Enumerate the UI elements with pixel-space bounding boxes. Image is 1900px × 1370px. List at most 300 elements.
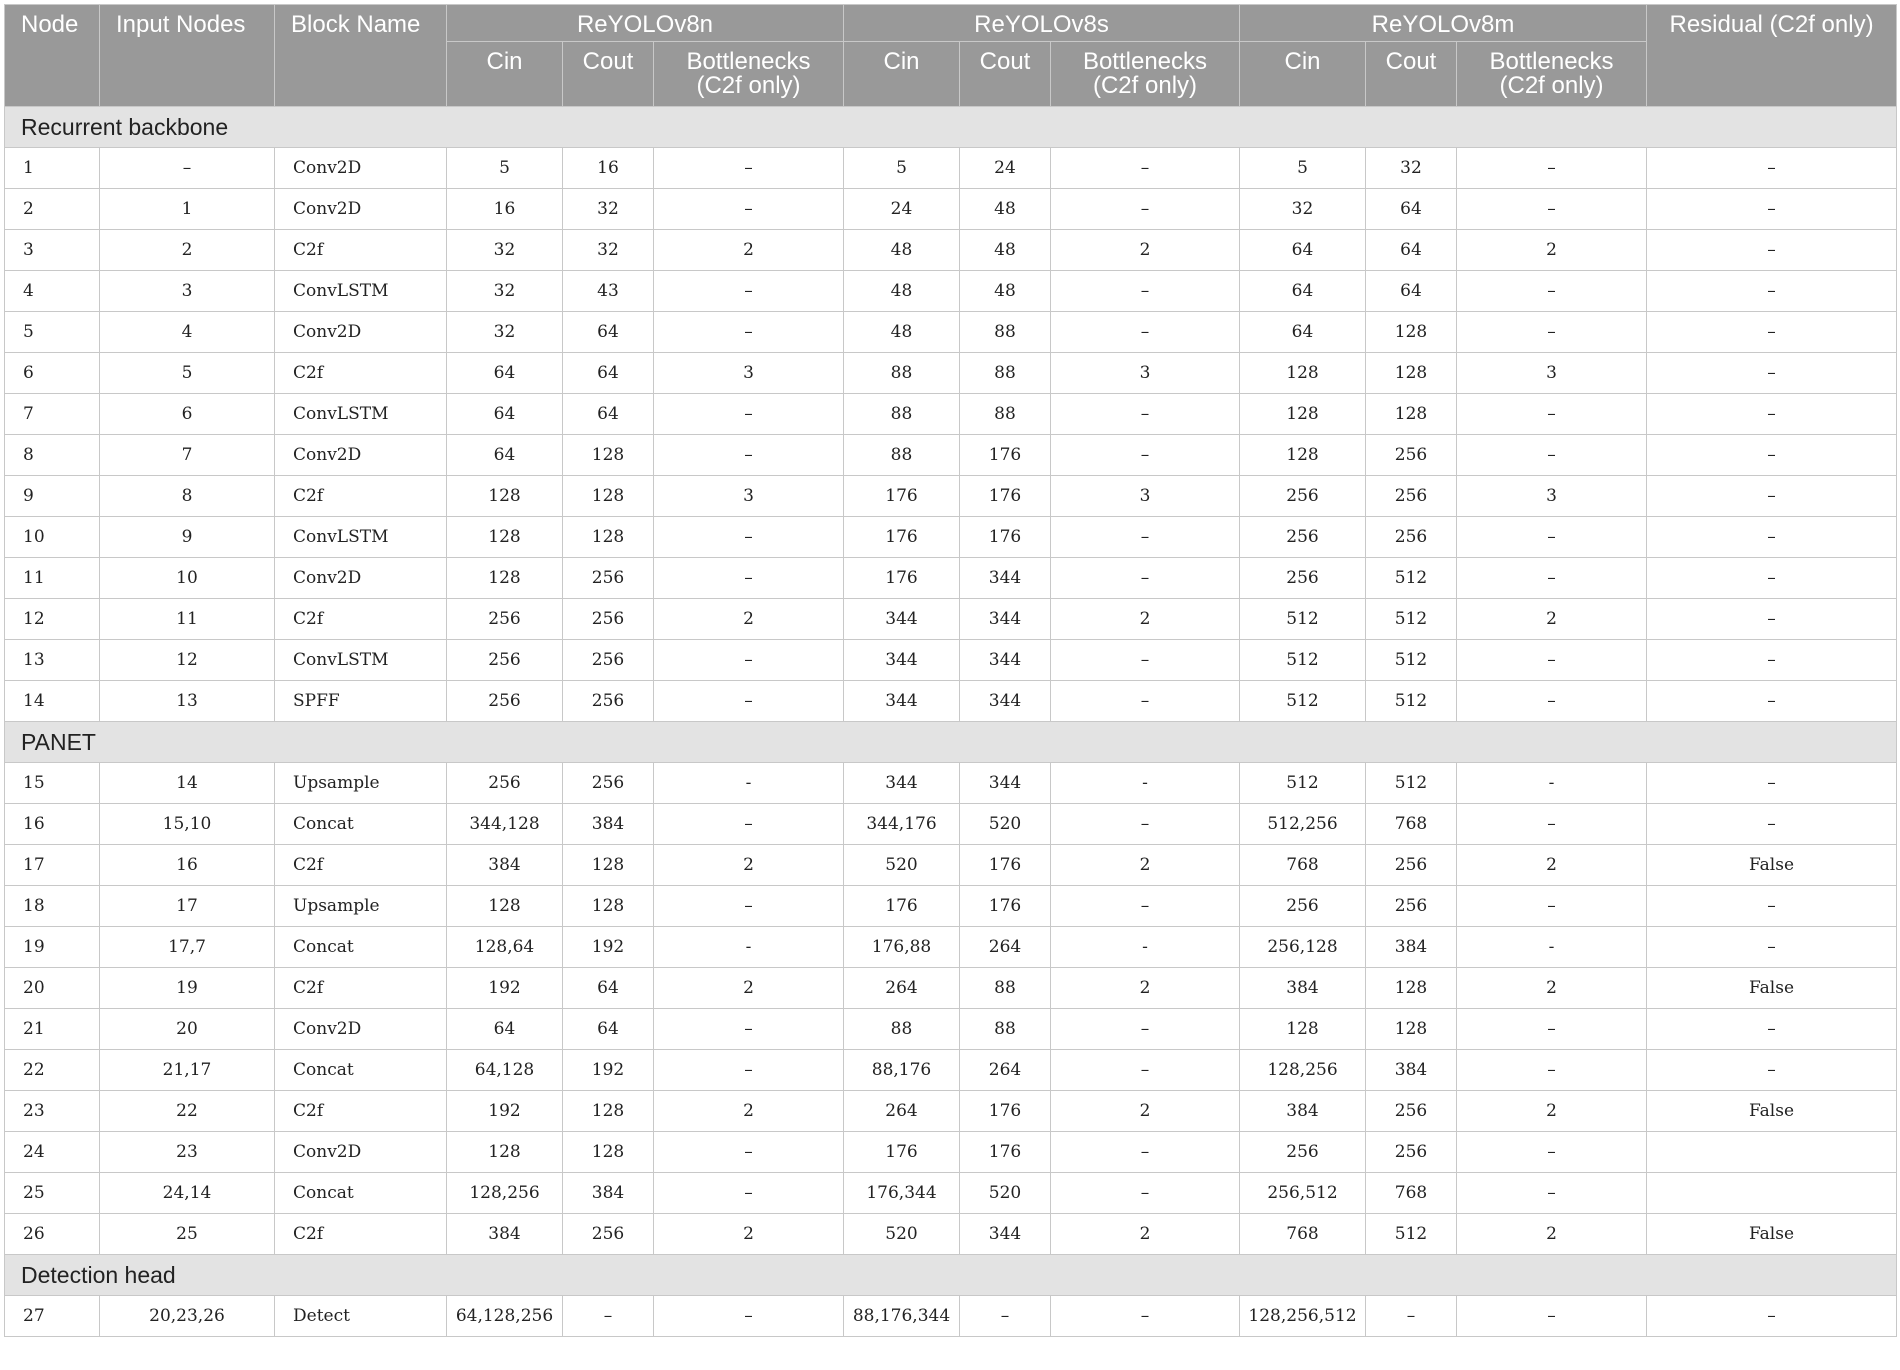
cell-s-cin: 24 <box>844 189 960 230</box>
cell-input-nodes: 8 <box>100 476 275 517</box>
cell-block-name: Conv2D <box>275 148 447 189</box>
table-row <box>5 353 1897 394</box>
cell-s-bottlenecks: 2 <box>1051 1091 1240 1132</box>
cell-m-cin: 32 <box>1240 189 1366 230</box>
cell-m-cout: 256 <box>1366 476 1457 517</box>
table-row <box>5 558 1897 599</box>
cell-residual: False <box>1647 968 1897 1009</box>
cell-block-name: Conv2D <box>275 312 447 353</box>
table-row <box>5 763 1897 804</box>
cell-residual: – <box>1647 394 1897 435</box>
cell-n-bottlenecks: – <box>654 394 844 435</box>
cell-n-cin: 192 <box>447 968 563 1009</box>
cell-s-cout: 176 <box>960 435 1051 476</box>
table-row <box>5 312 1897 353</box>
header-cout: Cout <box>563 42 654 107</box>
cell-s-cin: 88,176,344 <box>844 1296 960 1337</box>
cell-node: 9 <box>5 476 100 517</box>
cell-block-name: C2f <box>275 353 447 394</box>
header-bottlenecks-line1: Bottlenecks <box>1082 48 1208 75</box>
cell-block-name: ConvLSTM <box>275 517 447 558</box>
cell-m-cin: 512 <box>1240 599 1366 640</box>
cell-m-cin: 256 <box>1240 476 1366 517</box>
cell-n-cin: 192 <box>447 1091 563 1132</box>
cell-s-cout: 344 <box>960 763 1051 804</box>
cell-s-cin: 176 <box>844 476 960 517</box>
cell-m-cout: 512 <box>1366 640 1457 681</box>
cell-n-bottlenecks: – <box>654 148 844 189</box>
table-row <box>5 681 1897 722</box>
cell-s-cout: 176 <box>960 476 1051 517</box>
header-bottlenecks <box>1051 42 1240 107</box>
cell-s-cin: 88,176 <box>844 1050 960 1091</box>
cell-m-bottlenecks: – <box>1457 394 1647 435</box>
cell-n-bottlenecks: 3 <box>654 353 844 394</box>
cell-block-name: C2f <box>275 968 447 1009</box>
table-row <box>5 271 1897 312</box>
cell-s-bottlenecks: - <box>1051 763 1240 804</box>
cell-s-cin: 176 <box>844 1132 960 1173</box>
cell-n-cin: 64 <box>447 1009 563 1050</box>
cell-n-cout: 256 <box>563 1214 654 1255</box>
cell-n-bottlenecks: – <box>654 886 844 927</box>
cell-n-bottlenecks: – <box>654 435 844 476</box>
cell-input-nodes: 13 <box>100 681 275 722</box>
cell-input-nodes: 3 <box>100 271 275 312</box>
cell-residual: False <box>1647 845 1897 886</box>
cell-node: 3 <box>5 230 100 271</box>
cell-m-cin: 128,256,512 <box>1240 1296 1366 1337</box>
table-header <box>5 5 1897 107</box>
cell-n-cin: 344,128 <box>447 804 563 845</box>
cell-m-cout: 256 <box>1366 845 1457 886</box>
cell-m-bottlenecks: – <box>1457 1132 1647 1173</box>
cell-residual: – <box>1647 517 1897 558</box>
cell-node: 4 <box>5 271 100 312</box>
cell-m-cout: 768 <box>1366 804 1457 845</box>
cell-m-cout: 256 <box>1366 435 1457 476</box>
cell-node: 20 <box>5 968 100 1009</box>
cell-residual: – <box>1647 927 1897 968</box>
header-bottlenecks-line1: Bottlenecks <box>686 48 811 75</box>
cell-input-nodes: 16 <box>100 845 275 886</box>
cell-m-cin: 768 <box>1240 1214 1366 1255</box>
cell-input-nodes: 22 <box>100 1091 275 1132</box>
cell-n-cout: 256 <box>563 640 654 681</box>
table-row <box>5 599 1897 640</box>
cell-n-cin: 128 <box>447 886 563 927</box>
cell-residual: – <box>1647 189 1897 230</box>
cell-n-cout: 32 <box>563 189 654 230</box>
cell-input-nodes: – <box>100 148 275 189</box>
header-cin: Cin <box>844 42 960 107</box>
cell-block-name: Concat <box>275 1050 447 1091</box>
cell-node: 25 <box>5 1173 100 1214</box>
cell-s-cin: 48 <box>844 312 960 353</box>
section-row <box>5 722 1897 763</box>
cell-m-bottlenecks: – <box>1457 435 1647 476</box>
cell-node: 17 <box>5 845 100 886</box>
cell-s-cout: 520 <box>960 1173 1051 1214</box>
cell-s-cout: 264 <box>960 927 1051 968</box>
cell-n-bottlenecks: – <box>654 1296 844 1337</box>
cell-n-cout: 128 <box>563 435 654 476</box>
cell-input-nodes: 11 <box>100 599 275 640</box>
cell-s-bottlenecks: 2 <box>1051 845 1240 886</box>
cell-s-cin: 176 <box>844 517 960 558</box>
cell-n-cin: 128 <box>447 1132 563 1173</box>
cell-m-bottlenecks: 2 <box>1457 1214 1647 1255</box>
cell-s-cout: 344 <box>960 681 1051 722</box>
table-row <box>5 1009 1897 1050</box>
cell-s-cin: 176,344 <box>844 1173 960 1214</box>
section-title: Recurrent backbone <box>5 107 1897 148</box>
cell-n-bottlenecks: – <box>654 271 844 312</box>
cell-n-cout: 32 <box>563 230 654 271</box>
cell-m-cout: 256 <box>1366 1132 1457 1173</box>
cell-n-bottlenecks: 2 <box>654 599 844 640</box>
cell-n-cin: 16 <box>447 189 563 230</box>
cell-node: 27 <box>5 1296 100 1337</box>
cell-s-bottlenecks: – <box>1051 271 1240 312</box>
cell-residual: – <box>1647 1009 1897 1050</box>
cell-s-cin: 264 <box>844 968 960 1009</box>
cell-residual: – <box>1647 558 1897 599</box>
cell-residual: – <box>1647 312 1897 353</box>
cell-block-name: Conv2D <box>275 1009 447 1050</box>
cell-block-name: C2f <box>275 476 447 517</box>
cell-s-cin: 344 <box>844 640 960 681</box>
cell-input-nodes: 17,7 <box>100 927 275 968</box>
cell-n-cin: 64 <box>447 394 563 435</box>
cell-s-bottlenecks: – <box>1051 558 1240 599</box>
cell-s-cout: 520 <box>960 804 1051 845</box>
cell-n-cout: 128 <box>563 476 654 517</box>
table-row <box>5 148 1897 189</box>
section-title: PANET <box>5 722 1897 763</box>
cell-m-bottlenecks: 2 <box>1457 599 1647 640</box>
cell-s-bottlenecks: – <box>1051 312 1240 353</box>
table-row <box>5 640 1897 681</box>
cell-n-bottlenecks: 2 <box>654 230 844 271</box>
header-residual: Residual (C2f only) <box>1647 5 1897 107</box>
header-model-n: ReYOLOv8n <box>447 5 844 42</box>
cell-s-bottlenecks: – <box>1051 517 1240 558</box>
cell-m-cin: 256,128 <box>1240 927 1366 968</box>
cell-n-cout: – <box>563 1296 654 1337</box>
cell-m-cout: 128 <box>1366 353 1457 394</box>
cell-n-bottlenecks: 2 <box>654 1214 844 1255</box>
cell-n-bottlenecks: - <box>654 763 844 804</box>
cell-s-cout: 48 <box>960 189 1051 230</box>
cell-residual <box>1647 1132 1897 1173</box>
cell-n-bottlenecks: – <box>654 558 844 599</box>
cell-m-cin: 256 <box>1240 886 1366 927</box>
cell-n-cin: 64,128 <box>447 1050 563 1091</box>
cell-node: 8 <box>5 435 100 476</box>
cell-n-bottlenecks: – <box>654 681 844 722</box>
cell-m-cout: 384 <box>1366 1050 1457 1091</box>
cell-m-cout: 384 <box>1366 927 1457 968</box>
cell-s-cout: 344 <box>960 558 1051 599</box>
cell-m-cin: 768 <box>1240 845 1366 886</box>
cell-m-bottlenecks: – <box>1457 804 1647 845</box>
table-row <box>5 927 1897 968</box>
cell-m-bottlenecks: - <box>1457 763 1647 804</box>
cell-input-nodes: 2 <box>100 230 275 271</box>
cell-m-cin: 512,256 <box>1240 804 1366 845</box>
cell-n-cout: 64 <box>563 353 654 394</box>
cell-block-name: Concat <box>275 804 447 845</box>
cell-s-cout: 176 <box>960 1132 1051 1173</box>
cell-m-bottlenecks: – <box>1457 1050 1647 1091</box>
cell-node: 26 <box>5 1214 100 1255</box>
header-bottlenecks <box>654 42 844 107</box>
cell-n-bottlenecks: – <box>654 804 844 845</box>
header-node: Node <box>5 5 100 107</box>
cell-input-nodes: 20,23,26 <box>100 1296 275 1337</box>
cell-s-cout: 48 <box>960 271 1051 312</box>
cell-m-cout: 256 <box>1366 1091 1457 1132</box>
cell-s-bottlenecks: – <box>1051 1009 1240 1050</box>
cell-n-cin: 384 <box>447 1214 563 1255</box>
cell-n-cin: 5 <box>447 148 563 189</box>
table-row <box>5 1214 1897 1255</box>
cell-block-name: SPFF <box>275 681 447 722</box>
cell-s-bottlenecks: – <box>1051 189 1240 230</box>
cell-block-name: Conv2D <box>275 558 447 599</box>
header-bottlenecks-line2: (C2f only) <box>696 72 801 99</box>
cell-block-name: Concat <box>275 927 447 968</box>
cell-s-bottlenecks: – <box>1051 804 1240 845</box>
header-cout: Cout <box>1366 42 1457 107</box>
cell-s-bottlenecks: – <box>1051 1173 1240 1214</box>
cell-n-cout: 64 <box>563 394 654 435</box>
cell-residual: – <box>1647 230 1897 271</box>
cell-input-nodes: 5 <box>100 353 275 394</box>
cell-s-cout: 88 <box>960 968 1051 1009</box>
cell-n-cout: 64 <box>563 1009 654 1050</box>
cell-residual: – <box>1647 804 1897 845</box>
cell-m-cin: 256,512 <box>1240 1173 1366 1214</box>
cell-s-bottlenecks: – <box>1051 1132 1240 1173</box>
cell-s-cin: 88 <box>844 353 960 394</box>
cell-m-cout: – <box>1366 1296 1457 1337</box>
cell-s-cin: 5 <box>844 148 960 189</box>
cell-m-cout: 64 <box>1366 230 1457 271</box>
cell-s-cin: 88 <box>844 435 960 476</box>
cell-m-cout: 512 <box>1366 763 1457 804</box>
cell-m-bottlenecks: – <box>1457 886 1647 927</box>
cell-block-name: Conv2D <box>275 1132 447 1173</box>
cell-m-cin: 64 <box>1240 230 1366 271</box>
cell-m-cout: 256 <box>1366 886 1457 927</box>
cell-m-bottlenecks: – <box>1457 1009 1647 1050</box>
cell-residual <box>1647 1173 1897 1214</box>
table-row <box>5 804 1897 845</box>
cell-m-cout: 256 <box>1366 517 1457 558</box>
cell-m-cin: 256 <box>1240 517 1366 558</box>
cell-input-nodes: 23 <box>100 1132 275 1173</box>
cell-s-bottlenecks: – <box>1051 1050 1240 1091</box>
cell-input-nodes: 21,17 <box>100 1050 275 1091</box>
cell-s-cout: 344 <box>960 1214 1051 1255</box>
cell-m-cin: 256 <box>1240 1132 1366 1173</box>
header-model-s: ReYOLOv8s <box>844 5 1240 42</box>
cell-n-bottlenecks: 2 <box>654 968 844 1009</box>
cell-block-name: Conv2D <box>275 435 447 476</box>
cell-n-cin: 128 <box>447 476 563 517</box>
cell-node: 23 <box>5 1091 100 1132</box>
table-row <box>5 230 1897 271</box>
cell-s-cout: 176 <box>960 845 1051 886</box>
cell-input-nodes: 24,14 <box>100 1173 275 1214</box>
cell-s-bottlenecks: – <box>1051 148 1240 189</box>
cell-m-cin: 128 <box>1240 394 1366 435</box>
cell-s-bottlenecks: – <box>1051 681 1240 722</box>
cell-block-name: C2f <box>275 230 447 271</box>
cell-n-bottlenecks: – <box>654 189 844 230</box>
cell-n-cout: 64 <box>563 312 654 353</box>
cell-s-bottlenecks: 3 <box>1051 353 1240 394</box>
header-model-m: ReYOLOv8m <box>1240 5 1647 42</box>
cell-m-bottlenecks: 2 <box>1457 1091 1647 1132</box>
cell-node: 15 <box>5 763 100 804</box>
cell-node: 14 <box>5 681 100 722</box>
cell-s-cin: 264 <box>844 1091 960 1132</box>
cell-block-name: ConvLSTM <box>275 640 447 681</box>
cell-s-cin: 344 <box>844 763 960 804</box>
cell-s-bottlenecks: 2 <box>1051 1214 1240 1255</box>
header-cin: Cin <box>447 42 563 107</box>
cell-s-bottlenecks: 2 <box>1051 230 1240 271</box>
cell-m-cout: 64 <box>1366 189 1457 230</box>
cell-residual: – <box>1647 681 1897 722</box>
cell-m-bottlenecks: 3 <box>1457 353 1647 394</box>
cell-n-bottlenecks: – <box>654 640 844 681</box>
cell-residual: – <box>1647 886 1897 927</box>
table-row <box>5 1173 1897 1214</box>
cell-n-cin: 128,64 <box>447 927 563 968</box>
cell-residual: False <box>1647 1214 1897 1255</box>
cell-node: 13 <box>5 640 100 681</box>
header-block-name: Block Name <box>275 5 447 107</box>
cell-node: 12 <box>5 599 100 640</box>
cell-s-cin: 88 <box>844 394 960 435</box>
cell-input-nodes: 9 <box>100 517 275 558</box>
cell-node: 11 <box>5 558 100 599</box>
cell-s-cout: – <box>960 1296 1051 1337</box>
cell-m-bottlenecks: 2 <box>1457 968 1647 1009</box>
table-row <box>5 1091 1897 1132</box>
cell-n-bottlenecks: – <box>654 1050 844 1091</box>
cell-n-cin: 128,256 <box>447 1173 563 1214</box>
cell-m-bottlenecks: – <box>1457 640 1647 681</box>
cell-n-cout: 43 <box>563 271 654 312</box>
cell-node: 2 <box>5 189 100 230</box>
cell-s-cout: 88 <box>960 394 1051 435</box>
cell-input-nodes: 12 <box>100 640 275 681</box>
cell-m-cin: 512 <box>1240 763 1366 804</box>
cell-n-cin: 32 <box>447 312 563 353</box>
cell-m-cin: 5 <box>1240 148 1366 189</box>
header-bottlenecks-line1: Bottlenecks <box>1489 48 1614 75</box>
table-row <box>5 517 1897 558</box>
cell-n-cin: 128 <box>447 517 563 558</box>
cell-input-nodes: 10 <box>100 558 275 599</box>
cell-m-cin: 512 <box>1240 640 1366 681</box>
cell-block-name: Concat <box>275 1173 447 1214</box>
cell-node: 1 <box>5 148 100 189</box>
table-container <box>4 4 1896 1337</box>
cell-residual: – <box>1647 640 1897 681</box>
cell-s-bottlenecks: 3 <box>1051 476 1240 517</box>
cell-node: 19 <box>5 927 100 968</box>
cell-n-bottlenecks: - <box>654 927 844 968</box>
cell-s-bottlenecks: – <box>1051 394 1240 435</box>
cell-s-cin: 176,88 <box>844 927 960 968</box>
header-bottlenecks <box>1457 42 1647 107</box>
section-row <box>5 107 1897 148</box>
cell-s-bottlenecks: 2 <box>1051 599 1240 640</box>
cell-s-cout: 88 <box>960 1009 1051 1050</box>
cell-s-cin: 344,176 <box>844 804 960 845</box>
cell-input-nodes: 15,10 <box>100 804 275 845</box>
cell-m-bottlenecks: – <box>1457 189 1647 230</box>
table-row <box>5 394 1897 435</box>
table-row <box>5 1132 1897 1173</box>
section-row <box>5 1255 1897 1296</box>
cell-block-name: Conv2D <box>275 189 447 230</box>
cell-residual: – <box>1647 763 1897 804</box>
cell-s-bottlenecks: – <box>1051 435 1240 476</box>
cell-m-bottlenecks: – <box>1457 312 1647 353</box>
cell-node: 22 <box>5 1050 100 1091</box>
cell-m-bottlenecks: – <box>1457 558 1647 599</box>
cell-s-bottlenecks: – <box>1051 886 1240 927</box>
cell-n-bottlenecks: 2 <box>654 1091 844 1132</box>
cell-n-cin: 32 <box>447 230 563 271</box>
cell-s-cout: 176 <box>960 1091 1051 1132</box>
cell-residual: – <box>1647 148 1897 189</box>
cell-residual: – <box>1647 435 1897 476</box>
cell-n-bottlenecks: – <box>654 312 844 353</box>
cell-m-cin: 128,256 <box>1240 1050 1366 1091</box>
cell-n-cout: 128 <box>563 845 654 886</box>
cell-s-cout: 48 <box>960 230 1051 271</box>
cell-s-cin: 88 <box>844 1009 960 1050</box>
table-row <box>5 886 1897 927</box>
cell-m-cin: 384 <box>1240 1091 1366 1132</box>
cell-m-cout: 128 <box>1366 968 1457 1009</box>
cell-residual: – <box>1647 271 1897 312</box>
cell-residual: – <box>1647 1050 1897 1091</box>
header-cout: Cout <box>960 42 1051 107</box>
cell-n-cin: 256 <box>447 599 563 640</box>
cell-n-cout: 128 <box>563 886 654 927</box>
cell-input-nodes: 6 <box>100 394 275 435</box>
cell-m-cout: 128 <box>1366 1009 1457 1050</box>
cell-n-cin: 256 <box>447 640 563 681</box>
cell-m-cin: 64 <box>1240 271 1366 312</box>
cell-block-name: C2f <box>275 1214 447 1255</box>
table-row <box>5 189 1897 230</box>
cell-m-bottlenecks: – <box>1457 681 1647 722</box>
cell-node: 5 <box>5 312 100 353</box>
cell-s-cin: 176 <box>844 886 960 927</box>
cell-m-bottlenecks: – <box>1457 1296 1647 1337</box>
cell-m-cin: 128 <box>1240 435 1366 476</box>
